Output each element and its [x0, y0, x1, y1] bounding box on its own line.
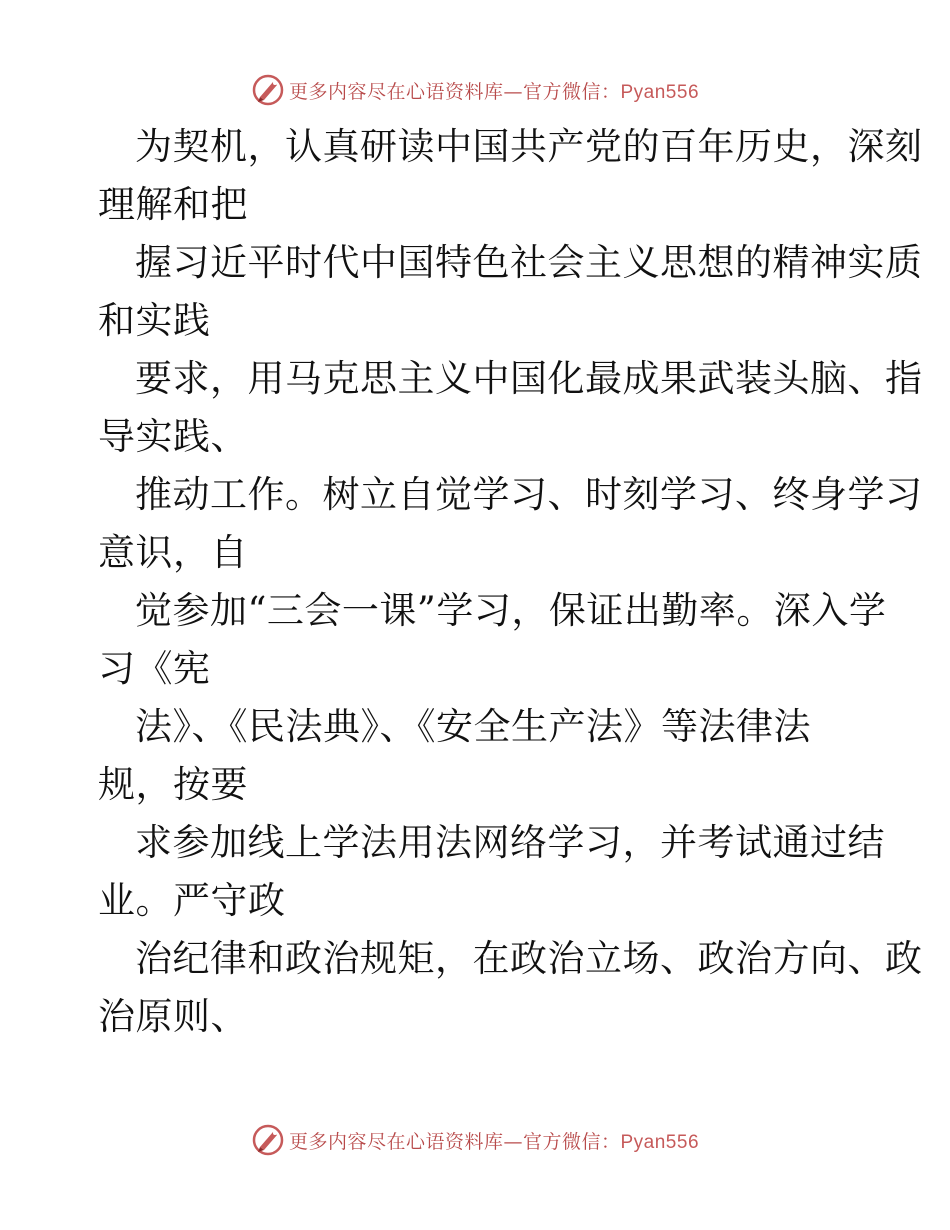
header-watermark-text: 更多内容尽在心语资料库—官方微信：	[288, 80, 621, 103]
footer-watermark-text: 更多内容尽在心语资料库—官方微信：	[288, 1130, 621, 1153]
paragraph-line: 治纪律和政治规矩，在政治立场、政治方向、政	[135, 937, 923, 980]
header-watermark	[0, 70, 950, 110]
paragraph-line: 理解和把	[98, 183, 248, 226]
paragraph-line: 握习近平时代中国特色社会主义思想的精神实质	[135, 241, 923, 284]
paragraph	[98, 234, 923, 350]
footer-wechat-id: Pyan556	[620, 1131, 700, 1153]
paragraph	[98, 350, 923, 466]
paragraph-line: 意识，自	[98, 531, 248, 574]
pen-logo-icon	[251, 73, 285, 107]
paragraph-line: 要求，用马克思主义中国化最成果武装头脑、指	[135, 357, 923, 400]
paragraph	[98, 814, 885, 930]
document-body	[98, 118, 923, 1046]
paragraph-line: 求参加线上学法用法网络学习，并考试通过结	[135, 821, 885, 864]
pen-logo-icon	[251, 1123, 285, 1157]
paragraph-line: 规，按要	[98, 763, 248, 806]
paragraph-line: 为契机，认真研读中国共产党的百年历史，深刻	[135, 125, 923, 168]
header-wechat-id: Pyan556	[620, 81, 700, 103]
paragraph-line: 法》、《民法典》、《安全生产法》等法律法	[135, 705, 811, 748]
paragraph	[98, 582, 887, 698]
paragraph-line: 治原则、	[98, 995, 248, 1038]
paragraph-line: 推动工作。树立自觉学习、时刻学习、终身学习	[135, 473, 923, 516]
paragraph	[98, 466, 923, 582]
paragraph	[98, 930, 923, 1046]
paragraph-line: 习《宪	[98, 647, 211, 690]
paragraph	[98, 698, 858, 814]
paragraph-line: 觉参加“三会一课”学习，保证出勤率。深入学	[135, 589, 887, 632]
paragraph-line: 导实践、	[98, 415, 248, 458]
paragraph-line: 业。严守政	[98, 879, 286, 922]
paragraph-line: 和实践	[98, 299, 211, 342]
paragraph	[98, 118, 923, 234]
footer-watermark	[0, 1120, 950, 1160]
